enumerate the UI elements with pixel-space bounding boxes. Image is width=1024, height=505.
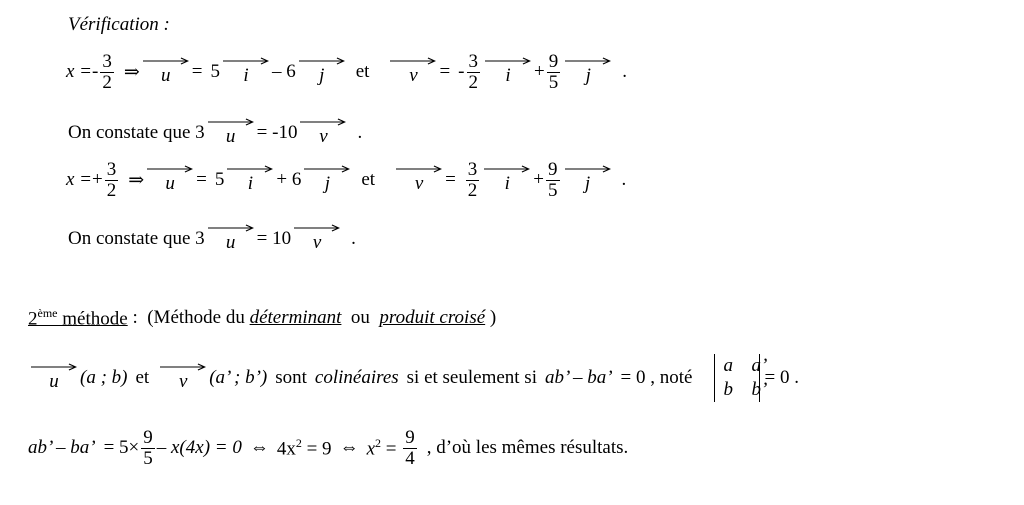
vector-j: j <box>304 165 350 195</box>
eq-x2: $x^2$ = <box>366 436 402 460</box>
verification-label: Vérification : <box>68 14 170 35</box>
equals: = <box>191 61 203 83</box>
line-x-plus <box>66 160 626 201</box>
et-word: et <box>135 366 150 388</box>
fraction-9-5: $\frac{9}{5}$ <box>548 159 558 201</box>
vector-j: j <box>565 57 611 87</box>
coef-j: + 6 <box>276 169 302 191</box>
vector-j: j <box>565 165 611 195</box>
vector-v: v <box>160 363 206 393</box>
vector-u: u <box>143 57 189 87</box>
period: . <box>351 228 356 249</box>
equals: = <box>445 169 456 191</box>
vector-u: u <box>208 224 254 254</box>
vector-v: v <box>390 57 436 87</box>
implies-symbol: ⇒ <box>123 61 140 83</box>
coef-i: 5 <box>210 61 220 83</box>
vector-v: v <box>300 118 346 148</box>
vector-u: u <box>31 363 77 393</box>
u-coords: (a ; b) <box>80 366 128 388</box>
vector-u: u <box>208 118 254 148</box>
cross-product-expr: ab’ – ba’ <box>28 437 96 459</box>
implies-symbol: ⇒ <box>128 169 145 191</box>
line-constate-1 <box>68 118 362 148</box>
computation-line <box>28 428 628 469</box>
equals-value: = 10 <box>256 228 292 249</box>
equals-5-times: = 5× <box>103 437 140 459</box>
iff-symbol: ⇔ <box>339 437 359 459</box>
line-constate-2 <box>68 224 356 254</box>
method-2-heading <box>28 306 496 330</box>
fraction-9-5: $\frac{9}{5}$ <box>548 51 559 93</box>
eq-4x2: $4x^2 = 9$ <box>276 436 332 460</box>
determinant-matrix: a a’ b b’ <box>714 354 760 402</box>
x-sign: + <box>92 169 103 191</box>
et-word: et <box>361 169 376 191</box>
x-eq: x = <box>66 61 93 83</box>
line-x-minus <box>66 52 627 93</box>
vector-v: v <box>396 165 442 195</box>
plus: + <box>534 61 545 83</box>
vector-i: i <box>484 165 530 195</box>
iff-symbol: ⇔ <box>249 437 269 459</box>
x-fraction: $\frac{3}{2}$ <box>106 159 117 201</box>
coef-i: 5 <box>214 169 225 191</box>
method-2-title: 2ème méthode <box>28 306 128 330</box>
et-word: et <box>355 61 370 83</box>
cross-product-expr: ab’ – ba’ <box>544 366 613 388</box>
vector-j: j <box>299 57 345 87</box>
vector-i: i <box>223 57 269 87</box>
sont-word: sont <box>275 366 307 388</box>
determinant-term: déterminant <box>249 307 342 329</box>
period: . <box>621 169 627 191</box>
period: . <box>622 61 627 83</box>
x-eq: x = <box>66 169 93 191</box>
equals-zero-note: = 0 , noté <box>620 366 693 388</box>
vector-i: i <box>485 57 531 87</box>
equals: = <box>196 169 207 191</box>
produit-croise-term: produit croisé <box>379 307 486 329</box>
sign: - <box>458 61 465 83</box>
fraction-3-2: $\frac{3}{2}$ <box>468 51 478 93</box>
x-fraction: $\frac{3}{2}$ <box>102 51 112 93</box>
equals: = <box>439 61 451 83</box>
plus: + <box>533 169 544 191</box>
colineaires-word: colinéaires <box>314 366 399 388</box>
close-paren: ) <box>485 307 497 329</box>
period: . <box>357 122 363 143</box>
vector-v: v <box>294 224 340 254</box>
equals-value: = -10 <box>256 122 298 143</box>
constate-text: On constate que 3 <box>68 228 205 249</box>
x-sign: - <box>92 61 99 83</box>
coef-j: – 6 <box>271 61 296 83</box>
constate-text: On constate que 3 <box>68 122 205 143</box>
equals-zero: = 0 . <box>764 366 799 388</box>
conclusion-text: , d’où les mêmes résultats. <box>426 437 629 459</box>
rest-expr: – x(4x) = 0 <box>156 437 242 459</box>
fraction-9-4: $\frac{9}{4}$ <box>405 427 415 469</box>
iff-text: si et seulement si <box>406 366 537 388</box>
colinearity-criterion <box>28 354 799 402</box>
vector-i: i <box>227 165 273 195</box>
verification-title <box>68 14 170 36</box>
fraction-9-5: $\frac{9}{5}$ <box>143 427 153 469</box>
fraction-3-2: $\frac{3}{2}$ <box>467 159 478 201</box>
v-coords: (a’ ; b’) <box>209 366 268 388</box>
method-2-intro: : (Méthode du <box>127 307 250 329</box>
ou-word: ou <box>341 307 380 329</box>
vector-u: u <box>147 165 193 195</box>
